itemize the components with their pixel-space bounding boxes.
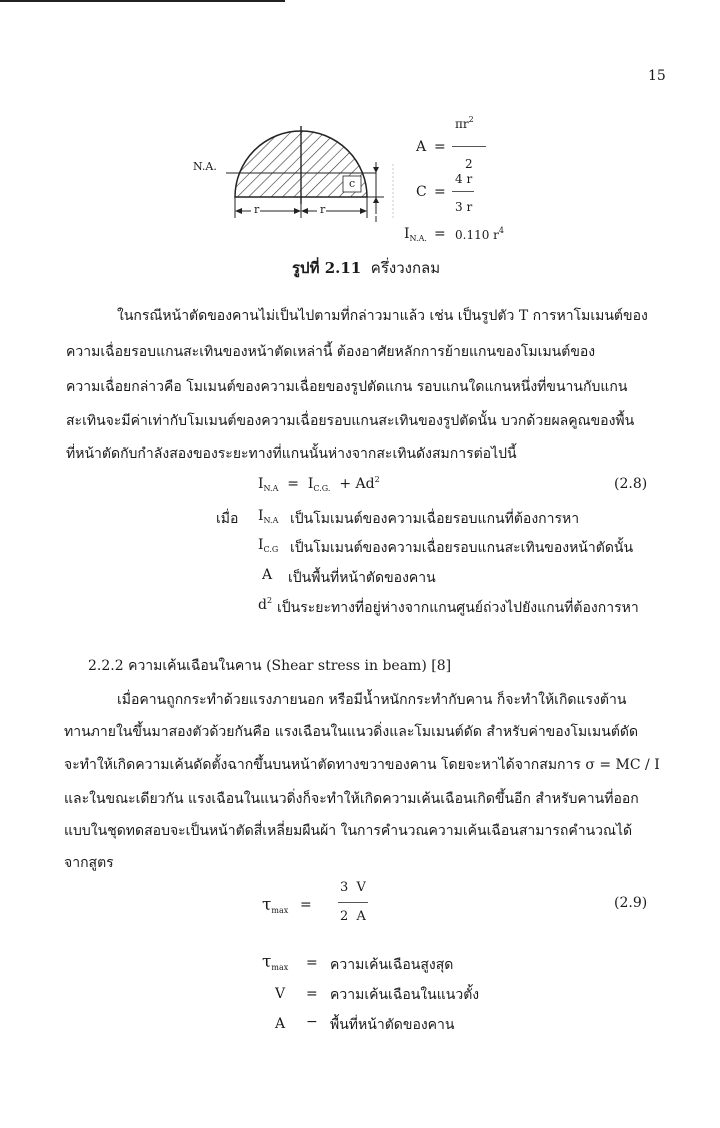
formula-a-numerator: $\pi r^2$ xyxy=(455,115,474,131)
def29-3-text: พื้นที่หน้าตัดของคาน xyxy=(330,1017,455,1033)
def29-2-eq: = xyxy=(306,986,318,1002)
formula-c-numerator: 4 r xyxy=(455,172,473,186)
semicircle-figure xyxy=(180,118,400,228)
def29-1-eq: = xyxy=(306,955,318,971)
figure-caption-number: รูปที่ 2.11 xyxy=(292,259,362,277)
def29-1-text: ความเค้นเฉือนสูงสุด xyxy=(330,957,454,973)
paragraph-1-line-5: ที่หน้าตัดกับกำลังสองของระยะทางที่แกนนั้นห่างจากสะเทินดังสมการต่อไปนี้ xyxy=(66,446,517,462)
where-def-4-text: เป็นระยะทางที่อยู่ห่างจากแกนศูนย์ถ่วงไปยังแกนที่ต้องการหา xyxy=(277,600,639,616)
def29-2-text: ความเค้นเฉือนในแนวตั้ง xyxy=(330,987,480,1003)
paragraph-1-line-4: สะเทินจะมีค่าเท่ากับโมเมนต์ของความเฉื่อยรอบแกนสะเทินของรูปตัดนั้น บวกด้วยผลคูณของพื้น xyxy=(66,413,635,429)
figure-label-c: c xyxy=(349,177,356,190)
def29-1-symbol: $\tau_{max}$ xyxy=(262,952,289,972)
equation-2-9-numerator: 3 V xyxy=(340,880,366,895)
paragraph-2-line-1: เมื่อคานถูกกระทำด้วยแรงภายนอก หรือมีน้ำหนักกระทำกับคาน ก็จะทำให้เกิดแรงต้าน xyxy=(117,692,627,708)
paragraph-1-line-1: ในกรณีหน้าตัดของคานไม่เป็นไปตามที่กล่าวมาแล้ว เช่น เป็นรูปตัว T การหาโมเมนต์ของ xyxy=(117,308,648,324)
paragraph-2-line-3: จะทำให้เกิดความเค้นดัดตั้งฉากขึ้นบนหน้าตัดทางขวาของคาน โดยจะหาได้จากสมการ σ = MC / I xyxy=(64,757,660,773)
figure-label-r1: r xyxy=(254,203,260,216)
where-def-2-symbol: $I_{C.G}$ xyxy=(258,537,279,554)
equation-2-9-eq: = xyxy=(300,897,312,913)
formula-a-denominator: 2 xyxy=(465,157,473,171)
paragraph-2-line-5: แบบในชุดทดสอบจะเป็นหน้าตัดสี่เหลี่ยมผืนผ้า ในการคำนวณความเค้นเฉือนสามารถคำนวณได้ xyxy=(64,823,633,839)
paragraph-2-line-2: ทานภายในขึ้นมาสองตัวด้วยกันคือ แรงเฉือนในแนวดิ่งและโมเมนต์ดัด สำหรับค่าของโมเมนต์ดัด xyxy=(64,724,639,740)
figure-caption-text: ครึ่งวงกลม xyxy=(370,259,441,277)
where-label: เมื่อ xyxy=(216,511,239,527)
where-def-3-symbol: A xyxy=(262,567,273,583)
where-def-1-symbol: $I_{N.A}$ xyxy=(258,508,279,525)
formula-c-fraction-bar xyxy=(452,191,474,192)
formula-i-lhs: $I_{N.A.}$ xyxy=(404,226,427,243)
formula-i-value: 0.110 $r^4$ xyxy=(455,226,504,242)
equation-2-8: $I_{N.A} = I_{C.G.} + Ad^2$ xyxy=(258,475,380,493)
equation-2-9-fraction-bar xyxy=(338,902,368,903)
formula-c-denominator: 3 r xyxy=(455,200,473,214)
paragraph-2-line-4: และในขณะเดียวกัน แรงเฉือนในแนวดิ่งก็จะทำให้เกิดความเค้นเฉือนเกิดขึ้นอีก สำหรับคานที่ออก xyxy=(64,791,639,807)
formula-c-eq: = xyxy=(434,184,446,200)
formula-c-lhs: C xyxy=(416,184,427,200)
where-def-3-text: เป็นพื้นที่หน้าตัดของคาน xyxy=(288,570,436,586)
equation-2-8-number: (2.8) xyxy=(614,476,648,492)
equation-2-9-lhs: $\tau_{max}$ xyxy=(262,895,289,915)
page-number: 15 xyxy=(648,68,666,84)
where-def-2-text: เป็นโมเมนต์ของความเฉื่อยรอบแกนสะเทินของหน้าตัดนั้น xyxy=(290,540,634,556)
def29-3-eq: − xyxy=(306,1014,318,1030)
section-heading: 2.2.2 ความเค้นเฉือนในคาน (Shear stress in beam) [8] xyxy=(88,658,452,674)
figure-label-na: N.A. xyxy=(193,160,217,173)
where-def-4-symbol: $d^2$ xyxy=(258,596,273,613)
equation-2-9-denominator: 2 A xyxy=(340,909,366,924)
paragraph-2-line-6: จากสูตร xyxy=(64,855,114,871)
paragraph-1-line-2: ความเฉื่อยรอบแกนสะเทินของหน้าตัดเหล่านี้ ต้องอาศัยหลักการย้ายแกนของโมเมนต์ของ xyxy=(66,344,596,360)
def29-2-symbol: V xyxy=(275,986,286,1002)
formula-a-fraction-bar xyxy=(452,146,486,147)
formula-a-lhs: A xyxy=(416,139,427,155)
figure-caption xyxy=(292,256,440,280)
scan-edge-line xyxy=(0,0,285,2)
equation-2-9-number: (2.9) xyxy=(614,895,648,911)
paragraph-1-line-3: ความเฉื่อยกล่าวคือ โมเมนต์ของความเฉื่อยของรูปตัดแกน รอบแกนใดแกนหนึ่งที่ขนานกับแกน xyxy=(66,379,628,395)
where-def-1-text: เป็นโมเมนต์ของความเฉื่อยรอบแกนที่ต้องการหา xyxy=(290,511,580,527)
formula-i-eq: = xyxy=(434,226,446,242)
figure-label-r2: r xyxy=(320,203,326,216)
formula-a-eq: = xyxy=(434,139,446,155)
def29-3-symbol: A xyxy=(275,1016,286,1032)
